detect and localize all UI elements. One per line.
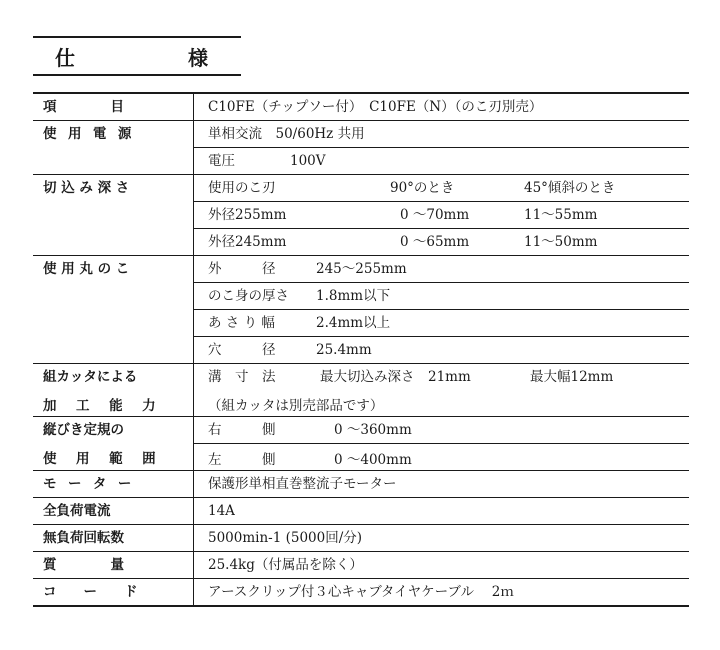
value-cord: アースクリップ付３心キャブタイヤケーブル 2ｍ <box>208 584 514 600</box>
voltage-label: 電圧 <box>208 153 235 169</box>
spec-table <box>33 92 689 607</box>
blade-r4-val: 25.4mm <box>316 342 372 358</box>
rip-r1-val: 0 ～360mm <box>334 422 412 438</box>
spec-row-dado <box>33 363 689 416</box>
heading-part2: 様 <box>188 46 208 70</box>
blade-r3-key: あ さ り 幅 <box>208 315 275 331</box>
depth-header-45: 45°傾斜のとき <box>524 180 616 196</box>
label-cord: コ ー ド <box>43 584 138 600</box>
depth-r1-90: 0 ～70mm <box>400 207 470 223</box>
depth-r2-90: 0 ～65mm <box>400 234 470 250</box>
value-full-load: 14A <box>208 503 235 519</box>
label-motor: モ ー タ ー <box>43 476 135 492</box>
label-item: 項 目 <box>43 99 124 115</box>
label-blade: 使 用 丸 の こ <box>43 261 130 277</box>
label-full-load: 全負荷電流 <box>43 503 111 519</box>
label-rip-2: 使 用 範 囲 <box>43 451 164 467</box>
dado-r1-key: 溝 寸 法 <box>208 369 276 385</box>
spec-row-rip <box>33 416 689 470</box>
dado-r1-width: 最大幅12mm <box>530 369 614 385</box>
depth-r1-45: 11～55mm <box>524 207 598 223</box>
label-no-load: 無負荷回転数 <box>43 530 124 546</box>
spec-row-blade <box>33 255 689 363</box>
spec-row-depth <box>33 174 689 255</box>
value-weight: 25.4kg（付属品を除く） <box>208 557 363 573</box>
blade-r3-val: 2.4mm以上 <box>316 315 391 331</box>
dado-r1-depth: 最大切込み深さ 21mm <box>320 369 471 385</box>
depth-r1-blade: 外径255mm <box>208 207 287 223</box>
blade-r1-key: 外 径 <box>208 261 276 277</box>
spec-row-cord <box>33 578 689 605</box>
label-dado-1: 組カッタによる <box>43 369 138 385</box>
spec-row-full-load <box>33 497 689 524</box>
rip-r1-key: 右 側 <box>208 422 276 438</box>
depth-r2-blade: 外径245mm <box>208 234 287 250</box>
blade-r1-val: 245～255mm <box>316 261 407 277</box>
blade-r4-key: 穴 径 <box>208 342 276 358</box>
depth-header-blade: 使用のこ刃 <box>208 180 276 196</box>
label-depth: 切 込 み 深 さ <box>43 180 130 196</box>
label-rip-1: 縦びき定規の <box>43 422 124 438</box>
value-motor: 保護形単相直巻整流子モーター <box>208 476 397 492</box>
rip-r2-val: 0 ～400mm <box>334 452 412 468</box>
blade-r2-val: 1.8mm以下 <box>316 288 391 304</box>
blade-r2-key: のこ身の厚さ <box>208 288 289 304</box>
depth-header-90: 90°のとき <box>390 180 455 196</box>
spec-row-no-load <box>33 524 689 551</box>
spec-row-item <box>33 94 689 120</box>
rip-r2-key: 左 側 <box>208 452 276 468</box>
voltage-value: 100V <box>290 153 326 169</box>
power-line1: 単相交流 50/60Hz 共用 <box>208 126 365 142</box>
dado-r2-note: （組カッタは別売部品です） <box>208 398 384 414</box>
value-item: C10FE（チップソー付） C10FE（N）（のこ刃別売） <box>208 99 543 115</box>
spec-row-weight <box>33 551 689 578</box>
label-dado-2: 加 工 能 力 <box>43 398 164 414</box>
value-no-load: 5000min-1 (5000回/分) <box>208 530 363 546</box>
spec-row-motor <box>33 470 689 497</box>
label-power: 使 用 電 源 <box>43 126 135 142</box>
spec-heading <box>33 36 241 76</box>
spec-row-power <box>33 120 689 174</box>
heading-part1: 仕 <box>55 46 75 70</box>
depth-r2-45: 11～50mm <box>524 234 598 250</box>
label-weight: 質 量 <box>43 557 124 573</box>
